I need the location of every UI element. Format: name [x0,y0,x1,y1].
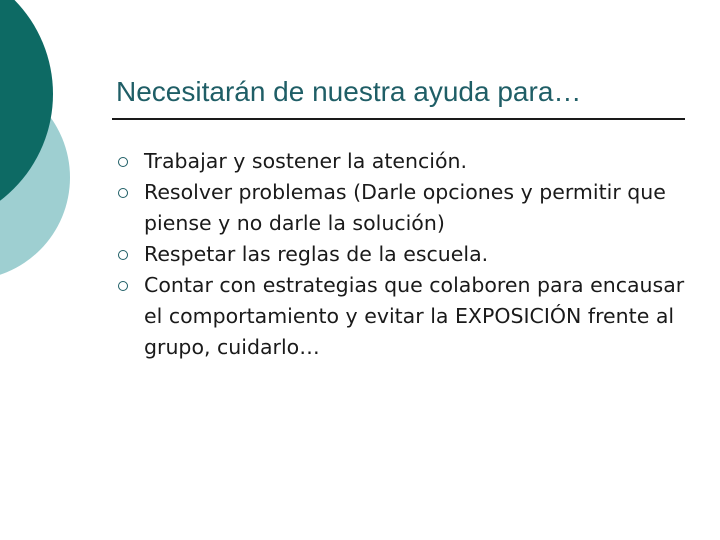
hollow-circle-bullet-icon [118,250,128,260]
hollow-circle-bullet-icon [118,281,128,291]
bullet-text: Respetar las reglas de la escuela. [144,242,489,266]
bullet-item-4 [108,270,688,363]
hollow-circle-bullet-icon [118,188,128,198]
bullet-item-1 [108,146,688,177]
title-underline [112,118,685,120]
slide-title: Necesitarán de nuestra ayuda para… [116,76,582,107]
bullet-text: Resolver problemas (Darle opciones y permitir que piense y no darle la solución) [144,180,666,235]
bullet-list [108,146,688,363]
hollow-circle-bullet-icon [118,157,128,167]
bullet-item-2 [108,177,688,239]
bullet-text: Contar con estrategias que colaboren para encausar el comportamiento y evitar la EXPOSICIÓN frente al grupo, cuidarlo… [144,273,685,359]
bullet-item-3 [108,239,688,270]
bullet-text: Trabajar y sostener la atención. [144,149,468,173]
